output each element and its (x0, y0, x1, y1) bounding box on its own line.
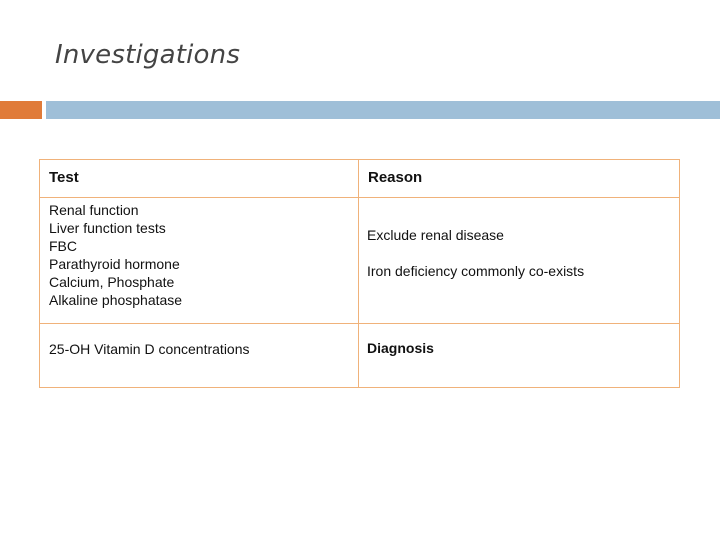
reason-item: Diagnosis (367, 340, 434, 356)
test-item: Alkaline phosphatase (49, 292, 183, 308)
test-item: FBC (49, 238, 77, 254)
tests-cell (40, 324, 359, 388)
slide-title: Investigations (55, 40, 241, 70)
investigations-table (39, 159, 680, 388)
test-item: 25-OH Vitamin D concentrations (49, 341, 250, 357)
test-item: Liver function tests (49, 220, 166, 236)
header-reason-label: Reason (368, 169, 423, 186)
test-item: Parathyroid hormone (49, 256, 180, 272)
header-test-label: Test (49, 169, 79, 186)
tests-cell (40, 198, 359, 324)
test-item: Renal function (49, 202, 139, 218)
reason-list (359, 198, 679, 280)
test-item: Calcium, Phosphate (49, 274, 175, 290)
reasons-cell (359, 198, 680, 324)
header-cell-test (40, 160, 359, 198)
reason-item: Exclude renal disease (367, 227, 504, 243)
table-header-row (40, 160, 680, 198)
accent-bar-orange (0, 101, 42, 119)
reason-item: Iron deficiency commonly co-exists (367, 263, 585, 279)
table-row (40, 198, 680, 324)
header-cell-reason (359, 160, 680, 198)
test-list (40, 198, 358, 309)
accent-bar-blue (46, 101, 720, 119)
table-row (40, 324, 680, 388)
reasons-cell (359, 324, 680, 388)
